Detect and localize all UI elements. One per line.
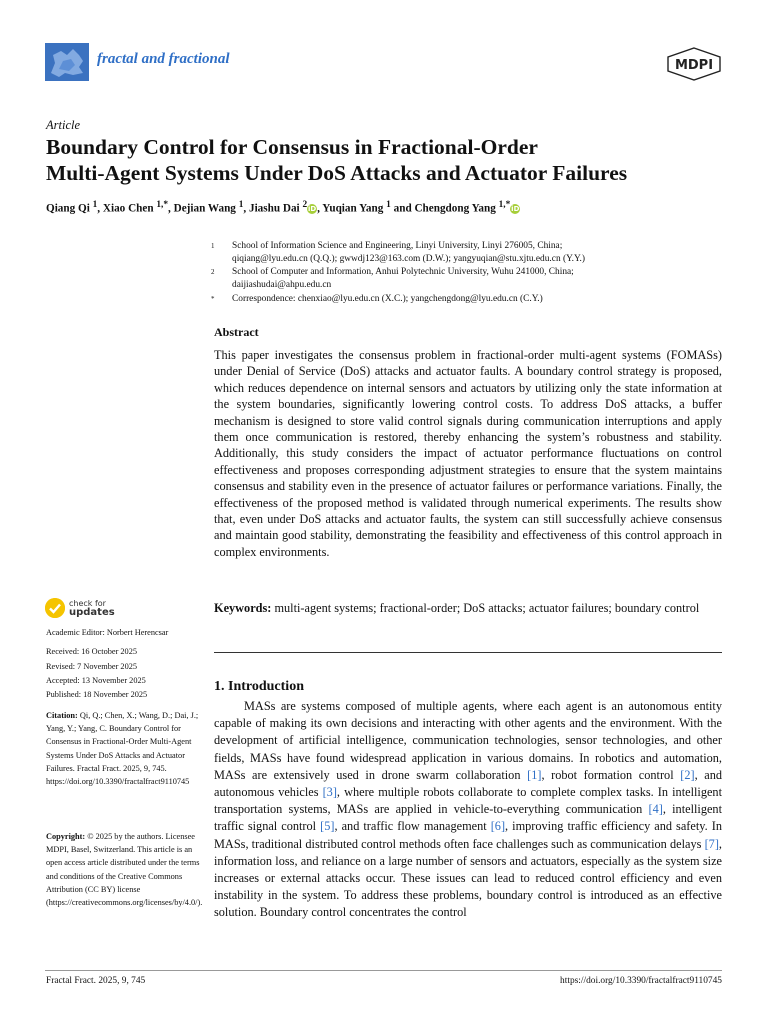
intro-text: , information loss, and reliance on a large number of sensors and actuators, especially as the system size increases or external attacks occur. These issues can lead to reduced control efficiency and even instability in the system. To address these problems, boundary control is introduced as an effective solution. Boundary control concentrates the control [214,836,722,920]
intro-text: , robot formation control [541,767,681,782]
abstract-heading: Abstract [214,325,259,339]
mdpi-logo[interactable] [666,47,722,81]
affiliation-mark: * [211,295,215,303]
intro-text: , and traffic flow management [334,819,491,834]
check-updates-line: check for [69,599,106,608]
article-title [46,134,736,186]
check-updates-icon [45,598,65,618]
academic-editor: Academic Editor: Norbert Herencsar [46,628,169,637]
author-affiliation-mark: 1,* [498,200,511,210]
keywords [214,600,722,616]
author-name[interactable]: Dejian Wang [173,202,236,215]
copyright-label: Copyright: [46,832,86,841]
accepted-date: Accepted: 13 November 2025 [46,676,146,685]
affiliation-mark: 2 [211,268,215,276]
journal-logo[interactable] [45,43,89,81]
affiliation-line: School of Computer and Information, Anhui Polytechnic University, Wuhu 241000, China; [232,267,574,277]
article-type: Article [46,118,81,132]
intro-text: MASs are systems composed of multiple agents, where each agent is an autonomous entity capable of making its own decisions and interacting with other agents and the environment. With the development of artificial intelligence, communication technologies, sensor technologies, and other fields, MASs have found widespread application in various domains. In robotics and automation, MASs are extensively used in drone swarm collaboration [214,699,722,782]
author-affiliation-mark: 1 [92,200,98,210]
footer-doi-link[interactable]: https://doi.org/10.3390/fractalfract9110745 [560,976,722,986]
citation-reference-link[interactable]: [5] [320,819,335,834]
check-updates-label[interactable] [69,599,115,617]
citation-reference-link[interactable]: [3] [322,785,337,800]
author-affiliation-mark: 1,* [156,200,169,210]
author-name[interactable]: Chengdong Yang [414,202,496,215]
author-affiliation-mark: 2 [302,200,308,210]
citation-reference-link[interactable]: [1] [527,767,542,782]
correspondence-line[interactable]: Correspondence: chenxiao@lyu.edu.cn (X.C.); yangchengdong@lyu.edu.cn (C.Y.) [232,294,543,304]
title-line: Multi-Agent Systems Under DoS Attacks and Actuator Failures [46,161,628,185]
author-name[interactable]: Xiao Chen [102,202,154,215]
intro-text: , intelligent traffic signal control [214,802,722,834]
intro-text: , where multiple robots collaborate to complete complex tasks. In intelligent transportation systems, MASs are applied in vehicle-to-everything communication [214,785,722,817]
check-updates-line: updates [69,607,115,618]
copyright-block [46,830,202,909]
intro-text: , and autonomous vehicles [214,767,723,800]
citation-reference-link[interactable]: [4] [648,802,663,817]
section-divider [214,652,722,653]
fractal-logo-icon [45,43,89,81]
citation-reference-link[interactable]: [6] [490,819,506,834]
author-name[interactable]: Jiashu Dai [248,202,300,215]
author-name[interactable]: Qiang Qi [46,202,90,215]
footer-divider [45,970,722,971]
abstract-text: This paper investigates the consensus problem in fractional-order multi-agent systems (FOMASs) under Denial of Service (DoS) attacks and actuator faults. A boundary control strategy is proposed, which reduces dependence on internal sensors and actuators by utilizing only the state information at the system boundaries, significantly lowering control costs. To address DoS attacks, a buffer mechanism is designed to store valid control signals during communication interruptions and apply them once communication is restored, thereby enhancing the system’s robustness and stability. Additionally, this study considers the impact of actuator performance fluctuations on control effectiveness and proposes corresponding adjustment strategies to ensure that the system maintains consensus and stability even in the presence of actuator failures or performance variations. Finally, the effectiveness of the proposed method is validated through numerical experiments. The results show that, even under DoS attacks and actuator faults, the system can still successfully achieve consensus and maintain good stability, demonstrating the feasibility and effectiveness of this control approach in complex environments. [214,348,722,559]
citation-text[interactable]: Qi, Q.; Chen, X.; Wang, D.; Dai, J.; Yang, Y.; Yang, C. Boundary Control for Consensus in Fractional-Order Multi-Agent Systems Under DoS Attacks and Actuator Failures. Fractal Fract. 2025, 9, 745. https://doi.org/10.3390/fractalfract9110745 [46,711,199,787]
intro-paragraph [214,698,722,922]
affiliation-mark: 1 [211,242,215,250]
citation-label: Citation: [46,711,78,720]
mdpi-text: MDPI [674,58,714,73]
keywords-label: Keywords: [214,601,272,615]
citation-reference-link[interactable]: [2] [680,767,695,782]
author-name[interactable]: Yuqian Yang [322,202,384,215]
footer-citation: Fractal Fract. 2025, 9, 745 [46,976,146,986]
orcid-icon[interactable]: iD [511,204,520,213]
intro-text: , improving traffic efficiency and safety. In MASs, traditional distributed control methods often face challenges such as communication delays [214,819,722,851]
mdpi-hexagon-icon [666,47,722,81]
journal-name[interactable]: fractal and fractional [97,51,230,67]
author-affiliation-mark: 1 [386,200,391,210]
revised-date: Revised: 7 November 2025 [46,662,138,671]
author-affiliation-mark: 1 [238,200,244,210]
orcid-icon[interactable]: iD [308,204,317,213]
author-list: Qiang Qi $^1$, Xiao Chen $^{1,*}$, Dejian Wang $^1$, Jiashu Dai $^2$iD, Yuqian Yang $^1$ and Chengdong Yang $^{1,*}$iD [46,200,520,215]
affiliation-line[interactable]: qiqiang@lyu.edu.cn (Q.Q.); gwwdj123@163.com (D.W.); yangyuqian@stu.xjtu.edu.cn (Y.Y.) [232,254,586,264]
keywords-list: multi-agent systems; fractional-order; DoS attacks; actuator failures; boundary control [274,601,700,615]
title-line: Boundary Control for Consensus in Fractional-Order [46,135,538,159]
published-date: Published: 18 November 2025 [46,690,148,699]
affiliation-line: School of Information Science and Engineering, Linyi University, Linyi 276005, China; [232,241,563,251]
check-updates-badge[interactable] [45,598,65,618]
received-date: Received: 16 October 2025 [46,647,138,656]
copyright-text: © 2025 by the authors. Licensee MDPI, Basel, Switzerland. This article is an open access article distributed under the terms and conditions of the Creative Commons Attribution (CC BY) license (https://creativecommons.org/licenses/by/4.0/). [46,832,203,908]
citation-reference-link[interactable]: [7] [704,836,719,851]
citation-block [46,709,202,788]
affiliation-line[interactable]: daijiashudai@ahpu.edu.cn [232,280,332,290]
section-heading: 1. Introduction [214,679,304,694]
